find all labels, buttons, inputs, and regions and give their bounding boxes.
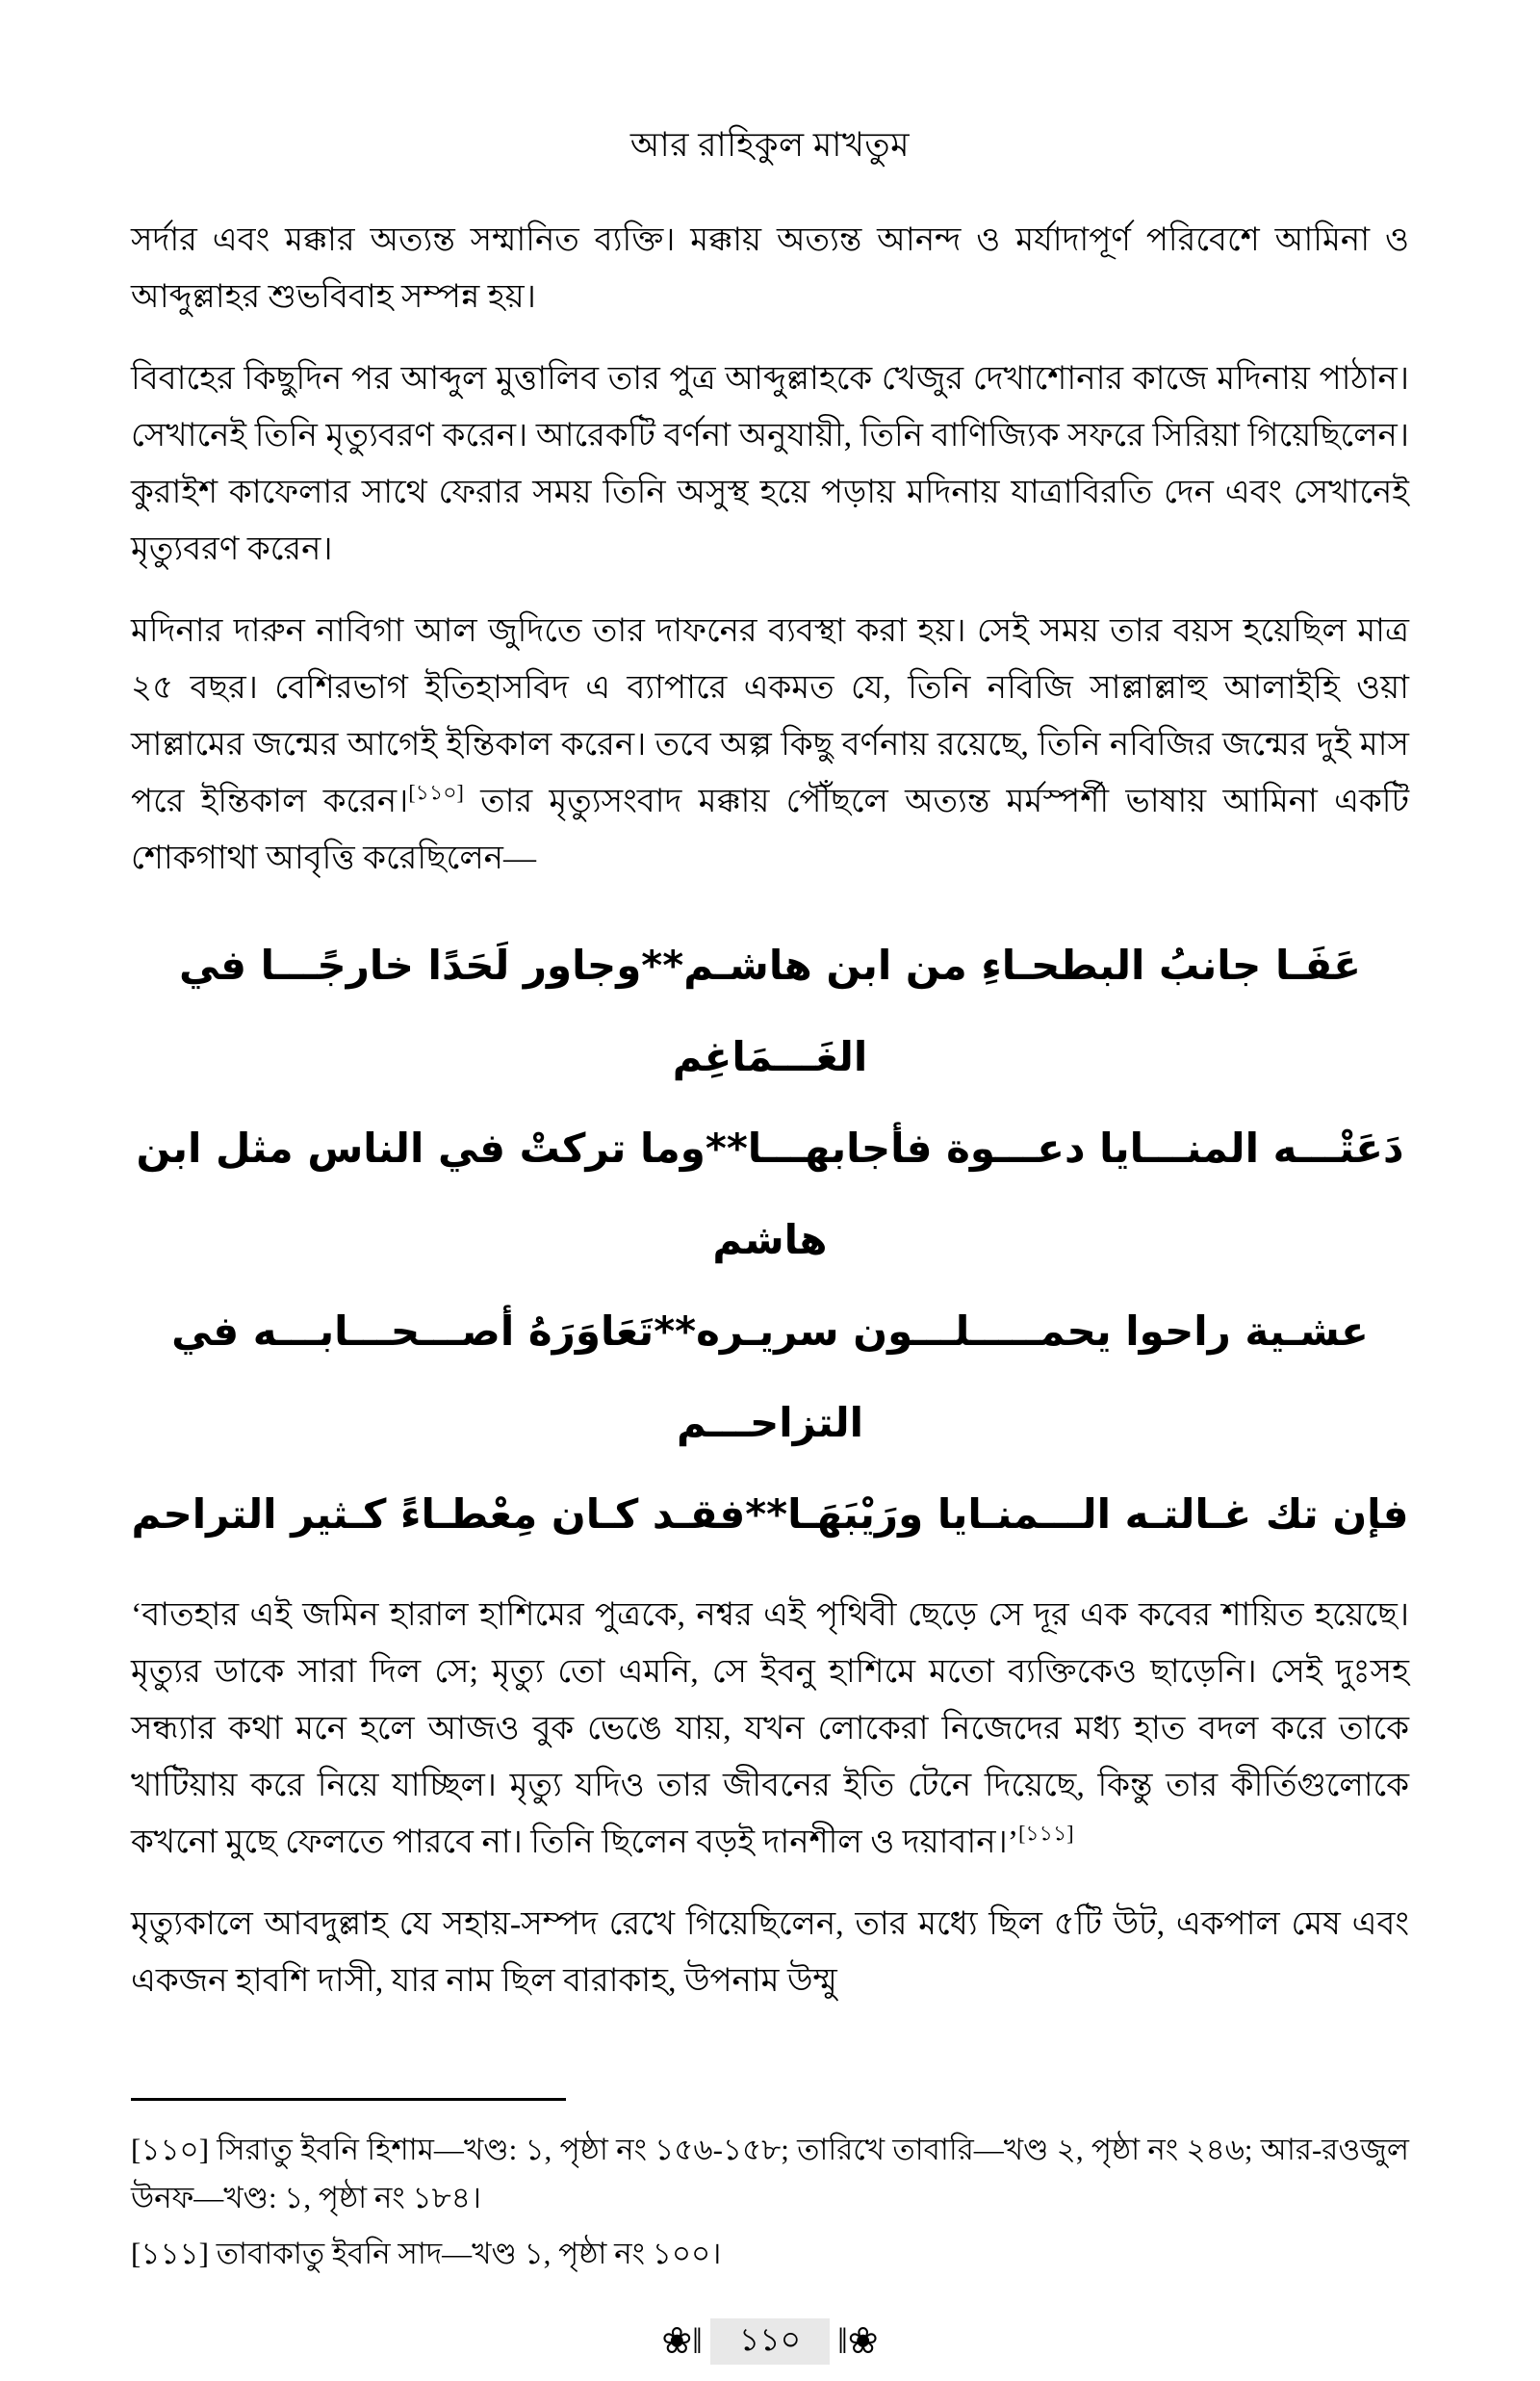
page-footer	[131, 2318, 1409, 2365]
footnote-ref-111: [১১১]	[1018, 1821, 1074, 1846]
body-paragraph-1: সর্দার এবং মক্কার অত্যন্ত সম্মানিত ব্যক্তি। মক্কায় অত্যন্ত আনন্দ ও মর্যাদাপূর্ণ পরিবেশে আমিনা ও আব্দুল্লাহর শুভবিবাহ সম্পন্ন হয়।	[131, 222, 1409, 315]
arabic-verse-line-4: فإن تك غـالتـه الـــمنـايا ورَيْبَهَـا**فقـد كـان مِعْطـاءً كـثير التراحم	[131, 1490, 1409, 1538]
arabic-elegy-block	[131, 919, 1409, 1560]
body-paragraph-3	[131, 603, 1409, 887]
running-header-title: আর রাহিকুল মাখতুম	[629, 126, 911, 164]
floral-ornament-left-icon: ❀‖	[661, 2321, 703, 2362]
footnote-separator-rule	[131, 2098, 566, 2101]
paragraph-3-after: তার মৃত্যুসংবাদ মক্কায় পৌঁছলে অত্যন্ত মর্মস্পর্শী ভাষায় আমিনা একটি শোকগাথা আবৃত্তি করেছিলেন—	[131, 784, 1409, 876]
footnote-section	[131, 2098, 1409, 2278]
arabic-verse-line-1: عَفَـا جانبُ البطحـاءِ من ابن هاشـم**وجاور لَحَدًا خارجًـــا في الغَـــمَاغِم	[178, 942, 1361, 1080]
floral-ornament-right-icon: ‖❀	[837, 2321, 879, 2362]
footnote-ref-110: [১১০]	[408, 780, 464, 805]
elegy-translation-paragraph	[131, 1587, 1409, 1871]
body-paragraph-2: বিবাহের কিছুদিন পর আব্দুল মুত্তালিব তার পুত্র আব্দুল্লাহকে খেজুর দেখাশোনার কাজে মদিনায় পাঠান। সেখানেই তিনি মৃত্যুবরণ করেন। আরেকটি বর্ণনা অনুযায়ী, তিনি বাণিজ্যিক সফরে সিরিয়া গিয়েছিলেন। কুরাইশ কাফেলার সাথে ফেরার সময় তিনি অসুস্থ হয়ে পড়ায় মদিনায় যাত্রাবিরতি দেন এবং সেখানেই মৃত্যুবরণ করেন।	[131, 361, 1409, 567]
arabic-verse-line-2: دَعَتْـــه المنـــايا دعـــوة فأجابهـــا**وما تركتْ في الناس مثل ابن هاشم	[136, 1125, 1404, 1263]
translation-text: ‘বাতহার এই জমিন হারাল হাশিমের পুত্রকে, নশ্বর এই পৃথিবী ছেড়ে সে দূর এক কবের শায়িত হয়েছে। মৃত্যুর ডাকে সারা দিল সে; মৃত্যু তো এমনি, সে ইবনু হাশিমে মতো ব্যক্তিকেও ছাড়েনি। সেই দুঃসহ সন্ধ্যার কথা মনে হলে আজও বুক ভেঙে যায়, যখন লোকেরা নিজেদের মধ্য হাত বদল করে তাকে খাটিয়ায় করে নিয়ে যাচ্ছিল। মৃত্যু যদিও তার জীবনের ইতি টেনে দিয়েছে, কিন্তু তার কীর্তিগুলোকে কখনো মুছে ফেলতে পারবে না। তিনি ছিলেন বড়ই দানশীল ও দয়াবান।’	[131, 1597, 1409, 1860]
page-number: ১১০	[710, 2318, 830, 2365]
arabic-verse-line-3: عشـية راحوا يحمـــــلـــون سريـره**تَعَاوَرَهُ أصـــحـــابـــه في التزاحـــم	[171, 1307, 1369, 1446]
paragraph-3-text: মদিনার দারুন নাবিগা আল জুদিতে তার দাফনের ব্যবস্থা করা হয়। সেই সময় তার বয়স হয়েছিল মাত্র ২৫ বছর। বেশিরভাগ ইতিহাসবিদ এ ব্যাপারে একমত যে, তিনি নবিজি সাল্লাল্লাহু আলাইহি ওয়া সাল্লামের জন্মের আগেই ইন্তিকাল করেন। তবে অল্প কিছু বর্ণনায় রয়েছে, তিনি নবিজির জন্মের দুই মাস পরে ইন্তিকাল করেন।	[131, 613, 1409, 819]
body-paragraph-5: মৃত্যুকালে আবদুল্লাহ যে সহায়-সম্পদ রেখে গিয়েছিলেন, তার মধ্যে ছিল ৫টি উট, একপাল মেষ এবং একজন হাবশি দাসী, যার নাম ছিল বারাকাহ, উপনাম উম্মু	[131, 1906, 1409, 1999]
footnote-111: [১১১] তাবাকাতু ইবনি সাদ—খণ্ড ১, পৃষ্ঠা নং ১০০।	[131, 2237, 722, 2270]
footnote-110: [১১০] সিরাতু ইবনি হিশাম—খণ্ড: ১, পৃষ্ঠা নং ১৫৬-১৫৮; তারিখে তাবারি—খণ্ড ২, পৃষ্ঠা নং ২৪৬; আর-রওজুল উনফ—খণ্ড: ১, পৃষ্ঠা নং ১৮৪।	[131, 2133, 1409, 2214]
